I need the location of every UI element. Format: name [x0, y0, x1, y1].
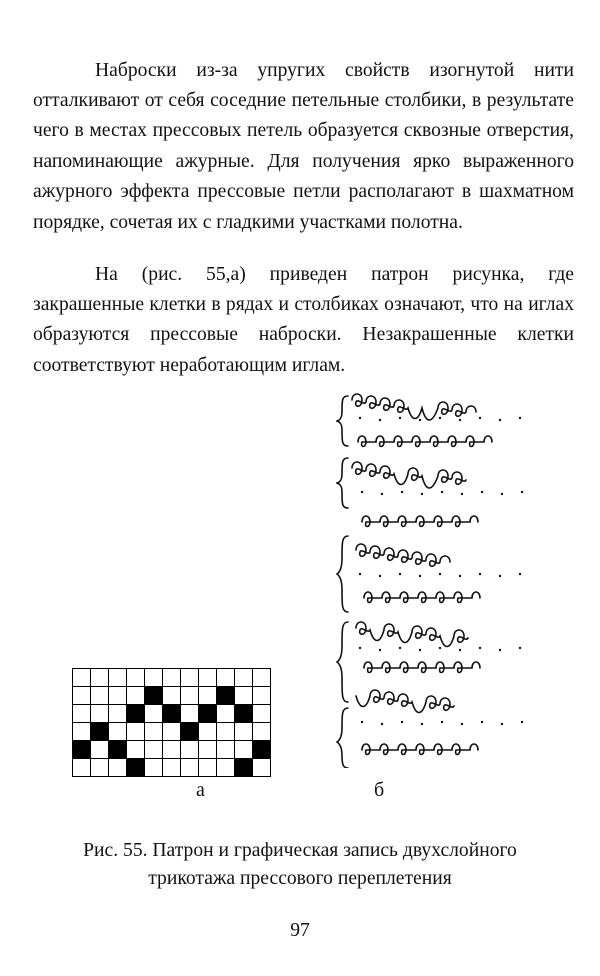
pattern-cell-filled: [199, 705, 217, 723]
pattern-cell-empty: [199, 759, 217, 777]
pattern-cell-empty: [91, 669, 109, 687]
pattern-grid: [72, 668, 271, 777]
pattern-cell-empty: [253, 723, 271, 741]
pattern-cell-empty: [145, 759, 163, 777]
paragraph-1: Наброски из-за упругих свойств изогнутой нити отталкивают от себя соседние петельные столбики, в результате чего в местах прессовых петель образуется сквозные отверстия, напоминающие ажурные. Для получения ярко выраженного ажурного эффекта прессовые петли располагают в шахматном порядке, сочетая их с гладкими участками полотна.: [33, 59, 574, 233]
pattern-cell-empty: [127, 723, 145, 741]
page-number: 97: [290, 920, 310, 941]
pattern-cell-filled: [163, 705, 181, 723]
pattern-cell-empty: [73, 669, 91, 687]
pattern-cell-filled: [235, 759, 253, 777]
pattern-cell-empty: [73, 705, 91, 723]
pattern-cell-empty: [217, 741, 235, 759]
pattern-cell-empty: [199, 741, 217, 759]
pattern-cell-empty: [109, 723, 127, 741]
pattern-cell-empty: [163, 669, 181, 687]
pattern-cell-empty: [235, 741, 253, 759]
pattern-cell-empty: [199, 687, 217, 705]
knitting-notation-diagram: [336, 384, 552, 768]
figure-caption: Рис. 55. Патрон и графическая запись двухслойного трикотажа прессового переплетения: [83, 840, 517, 889]
pattern-cell-empty: [73, 687, 91, 705]
pattern-cell-empty: [235, 723, 253, 741]
pattern-cell-empty: [181, 687, 199, 705]
pattern-cell-empty: [217, 669, 235, 687]
pattern-cell-filled: [145, 687, 163, 705]
pattern-cell-filled: [217, 687, 235, 705]
pattern-cell-empty: [253, 669, 271, 687]
pattern-cell-filled: [91, 723, 109, 741]
pattern-cell-filled: [73, 741, 91, 759]
pattern-cell-empty: [235, 669, 253, 687]
pattern-cell-empty: [91, 687, 109, 705]
pattern-cell-empty: [145, 705, 163, 723]
figure-label-b: б: [374, 779, 385, 801]
pattern-cell-empty: [109, 759, 127, 777]
pattern-cell-empty: [145, 741, 163, 759]
pattern-cell-empty: [181, 741, 199, 759]
pattern-cell-empty: [163, 759, 181, 777]
pattern-cell-empty: [217, 705, 235, 723]
pattern-cell-empty: [217, 723, 235, 741]
pattern-cell-empty: [91, 741, 109, 759]
pattern-cell-empty: [127, 687, 145, 705]
figure-label-a: а: [196, 779, 205, 801]
pattern-cell-empty: [73, 759, 91, 777]
pattern-cell-empty: [127, 669, 145, 687]
pattern-cell-empty: [235, 687, 253, 705]
pattern-cell-filled: [235, 705, 253, 723]
pattern-cell-empty: [109, 687, 127, 705]
pattern-cell-filled: [109, 741, 127, 759]
paragraph-2: На (рис. 55,а) приведен патрон рисунка, где закрашенные клетки в рядах и столбиках означают, что на иглах образуются прессовые наброски. Незакрашенные клетки соответствуют неработающим иглам.: [33, 263, 574, 376]
pattern-cell-empty: [127, 741, 145, 759]
pattern-cell-empty: [109, 669, 127, 687]
pattern-cell-empty: [181, 705, 199, 723]
pattern-cell-empty: [163, 723, 181, 741]
pattern-cell-filled: [127, 705, 145, 723]
pattern-cell-filled: [253, 741, 271, 759]
pattern-cell-empty: [91, 759, 109, 777]
pattern-cell-empty: [145, 723, 163, 741]
pattern-cell-empty: [199, 669, 217, 687]
pattern-cell-empty: [163, 741, 181, 759]
pattern-cell-empty: [253, 705, 271, 723]
pattern-cell-empty: [145, 669, 163, 687]
pattern-cell-empty: [91, 705, 109, 723]
pattern-cell-empty: [217, 759, 235, 777]
pattern-cell-empty: [163, 687, 181, 705]
pattern-cell-empty: [253, 759, 271, 777]
pattern-cell-empty: [181, 759, 199, 777]
pattern-cell-filled: [181, 723, 199, 741]
pattern-cell-empty: [199, 723, 217, 741]
pattern-cell-empty: [109, 705, 127, 723]
pattern-cell-empty: [73, 723, 91, 741]
pattern-cell-filled: [127, 759, 145, 777]
pattern-cell-empty: [181, 669, 199, 687]
pattern-cell-empty: [253, 687, 271, 705]
